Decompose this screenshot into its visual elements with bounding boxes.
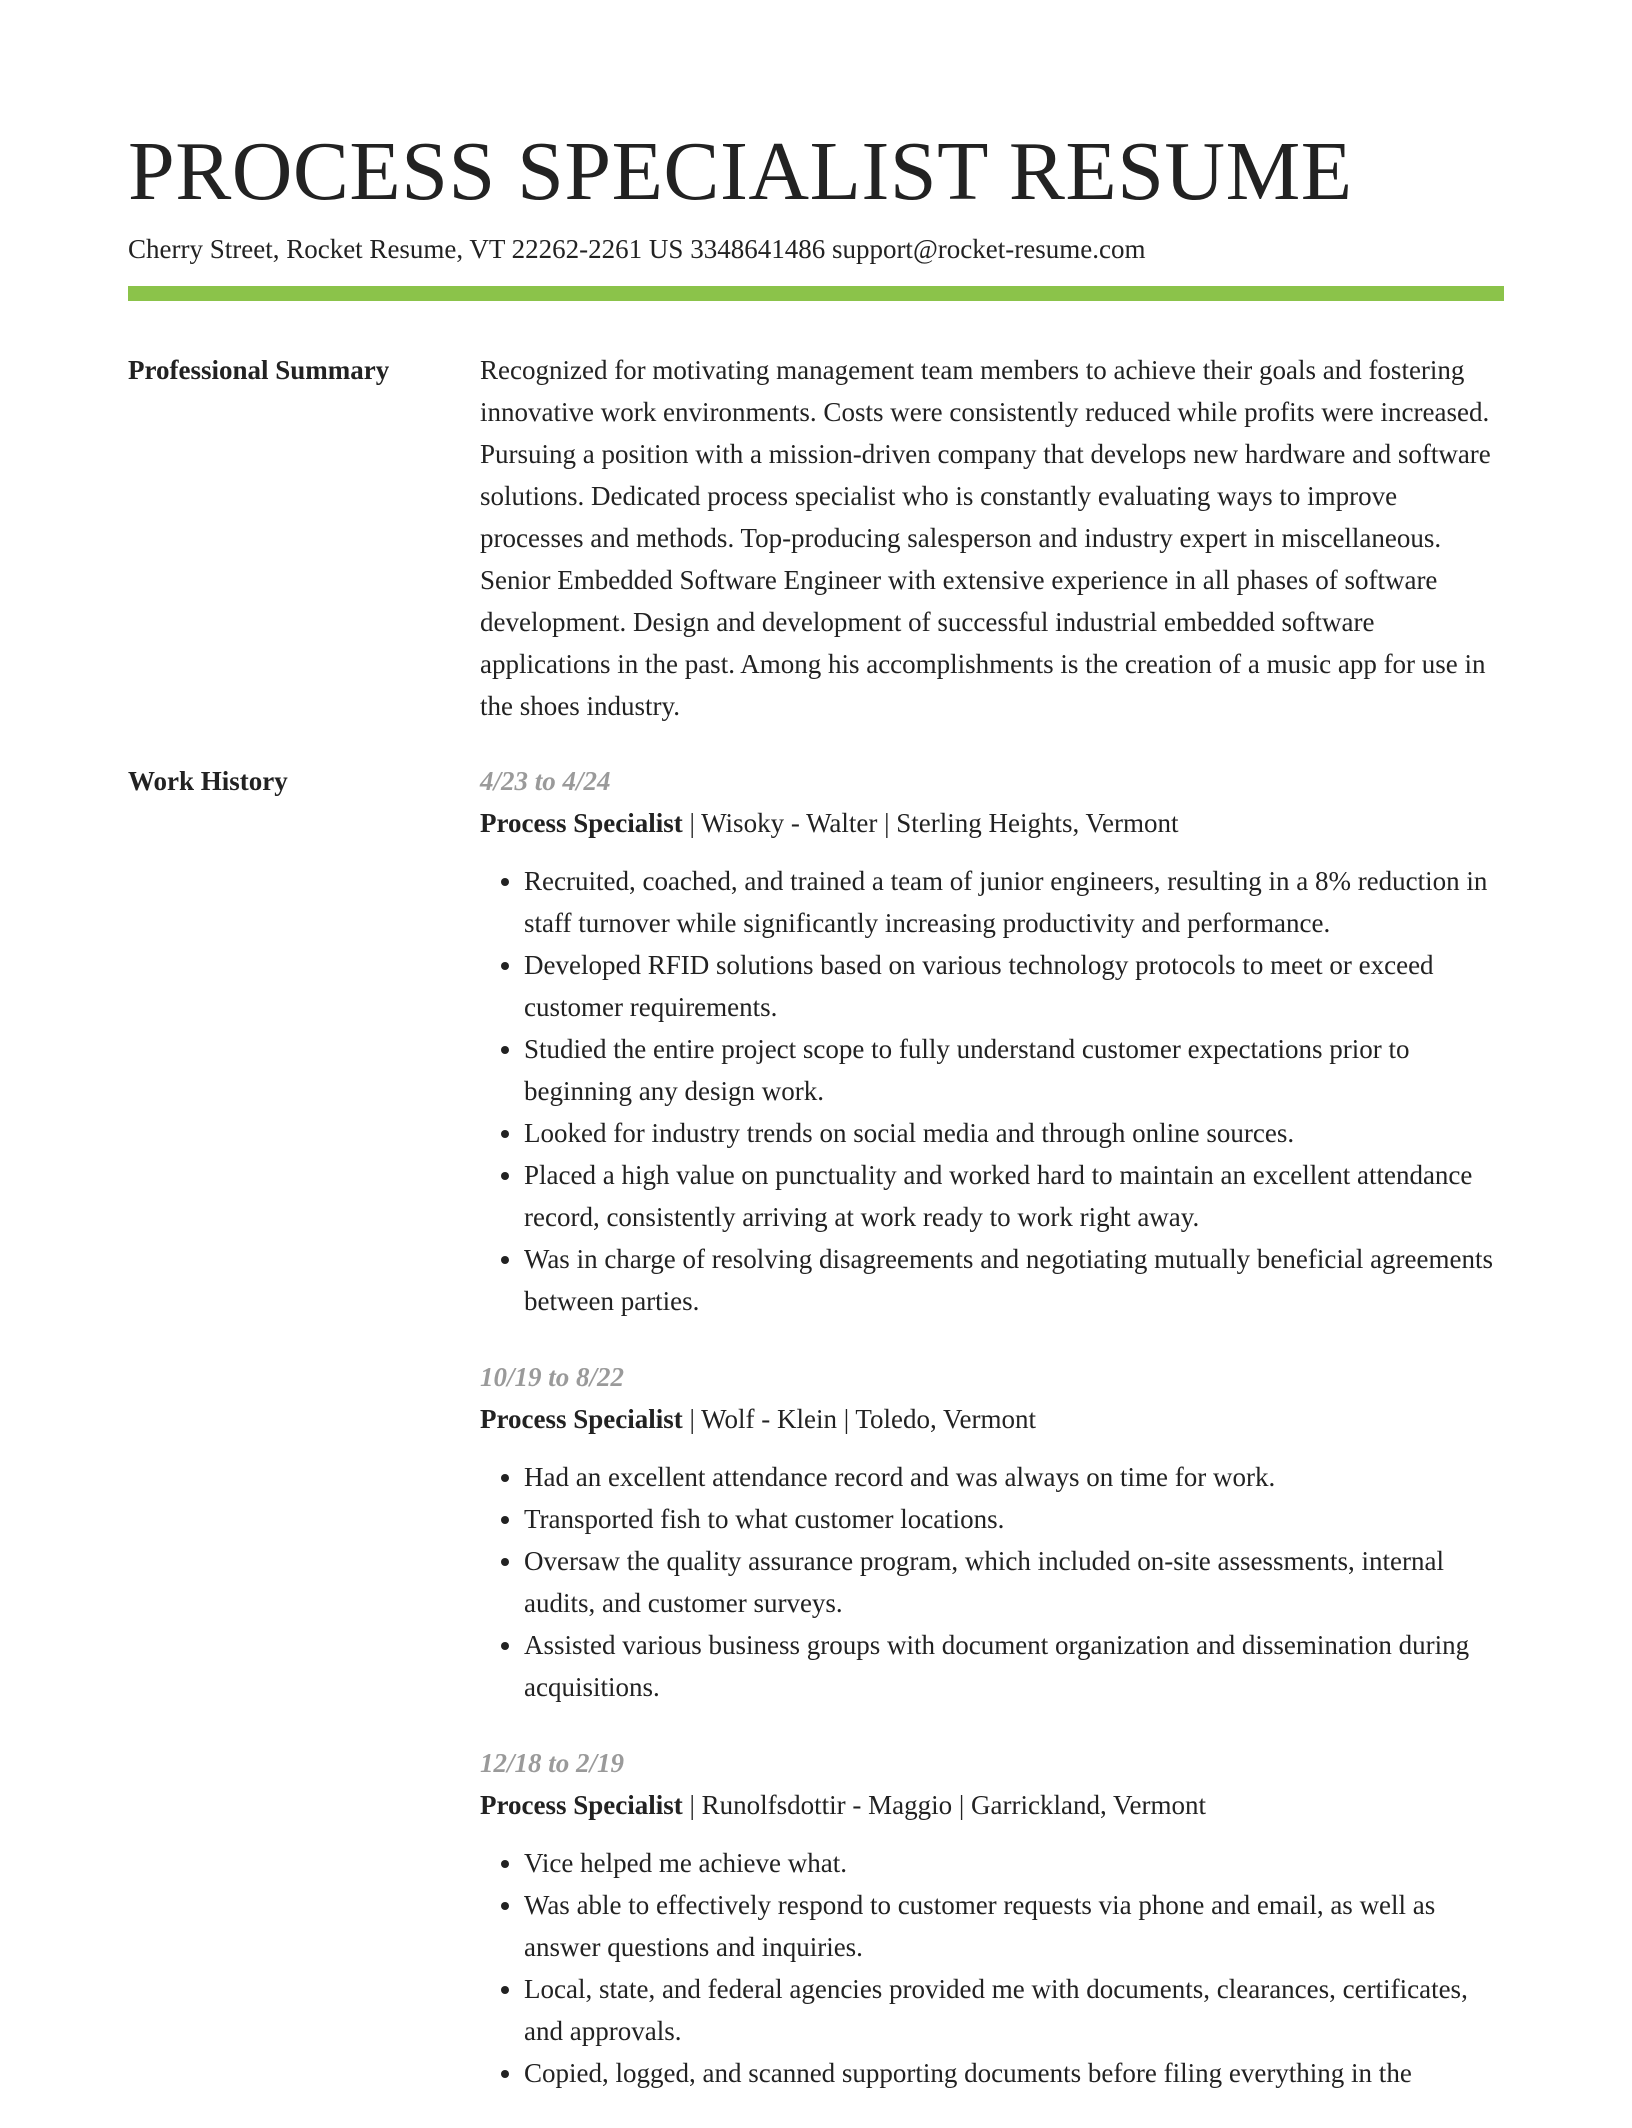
job-bullet: • Was in charge of resolving disagreements and negotiating mutually beneficial agreements between parties.	[524, 1238, 1504, 1322]
resume-title: PROCESS SPECIALIST RESUME	[128, 125, 1353, 218]
job-title: Process Specialist	[480, 1790, 683, 1820]
job-heading	[480, 1398, 1504, 1440]
job-title: Process Specialist	[480, 1404, 683, 1434]
job-bullet: • Developed RFID solutions based on various technology protocols to meet or exceed customer requirements.	[524, 944, 1504, 1028]
job-bullet: • Looked for industry trends on social media and through online sources.	[524, 1112, 1504, 1154]
job-heading	[480, 802, 1504, 844]
job-dates: 10/19 to 8/22	[480, 1362, 625, 1392]
job-bullet: • Oversaw the quality assurance program, which included on-site assessments, internal audits, and customer surveys.	[524, 1540, 1504, 1624]
job-heading	[480, 1784, 1504, 1826]
job-bullet: • Was able to effectively respond to customer requests via phone and email, as well as answer questions and inquiries.	[524, 1884, 1504, 1968]
job-bullet: • Placed a high value on punctuality and worked hard to maintain an excellent attendance record, consistently arriving at work ready to work right away.	[524, 1154, 1504, 1238]
job-entry	[480, 1742, 1504, 2094]
job-bullets	[480, 860, 1504, 1322]
job-bullet: • Had an excellent attendance record and was always on time for work.	[524, 1456, 1504, 1498]
job-bullet: • Assisted various business groups with document organization and dissemination during acquisitions.	[524, 1624, 1504, 1708]
job-bullet: • Local, state, and federal agencies provided me with documents, clearances, certificates, and approvals.	[524, 1968, 1504, 2052]
summary-text: Recognized for motivating management team members to achieve their goals and fostering innovative work environments. Costs were consistently reduced while profits were increased. Pursuing a position with a mission-driven company that develops new hardware and software solutions. Dedicated process specialist who is constantly evaluating ways to improve processes and methods. Top-producing salesperson and industry expert in miscellaneous. Senior Embedded Software Engineer with extensive experience in all phases of software development. Design and development of successful industrial embedded software applications in the past. Among his accomplishments is the creation of a music app for use in the shoes industry.	[480, 355, 1491, 721]
job-entry	[480, 760, 1504, 1322]
job-bullet: • Recruited, coached, and trained a team of junior engineers, resulting in a 8% reduction in staff turnover while significantly increasing productivity and performance.	[524, 860, 1504, 944]
job-title: Process Specialist	[480, 808, 683, 838]
job-details: | Runolfsdottir - Maggio | Garrickland, Vermont	[682, 1790, 1206, 1820]
job-bullet: • Studied the entire project scope to fully understand customer expectations prior to beginning any design work.	[524, 1028, 1504, 1112]
accent-divider	[128, 286, 1504, 301]
job-dates: 4/23 to 4/24	[480, 766, 611, 796]
job-bullet: • Transported fish to what customer locations.	[524, 1498, 1504, 1540]
job-dates: 12/18 to 2/19	[480, 1748, 625, 1778]
section-label-summary: Professional Summary	[128, 355, 390, 385]
job-bullet: • Vice helped me achieve what.	[524, 1842, 1504, 1884]
job-bullet: • Copied, logged, and scanned supporting documents before filing everything in the	[524, 2052, 1504, 2094]
job-details: | Wisoky - Walter | Sterling Heights, Vermont	[682, 808, 1179, 838]
work-history-body	[480, 760, 1504, 2128]
job-bullets	[480, 1456, 1504, 1708]
job-bullets	[480, 1842, 1504, 2094]
contact-line: Cherry Street, Rocket Resume, VT 22262-2261 US 3348641486 support@rocket-resume.com	[128, 234, 1146, 264]
summary-body	[480, 349, 1504, 727]
section-label-work-history: Work History	[128, 766, 288, 796]
job-details: | Wolf - Klein | Toledo, Vermont	[682, 1404, 1036, 1434]
job-entry	[480, 1356, 1504, 1708]
